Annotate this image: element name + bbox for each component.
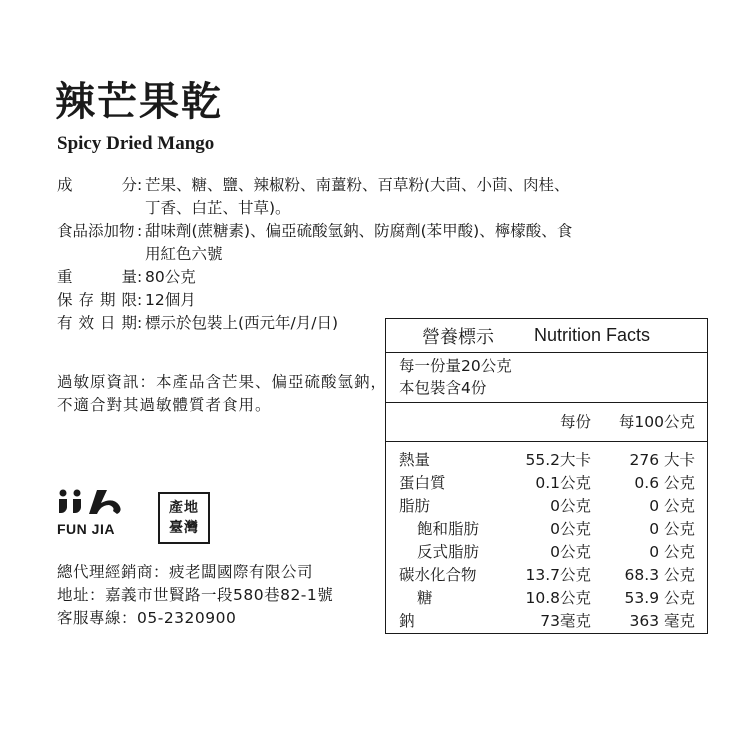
distributor: 總代理經銷商：疲老闆國際有限公司 (57, 563, 314, 581)
info-value: 丁香、白芷、甘草)。 (145, 199, 291, 217)
nutrition-row (386, 587, 707, 610)
info-value: 標示於包裝上(西元年/月/日) (145, 314, 339, 332)
info-label: 食品添加物 (57, 222, 135, 240)
nutrition-rows (386, 442, 707, 633)
per-serving-value: 10.8公克 (525, 589, 591, 607)
origin-badge (158, 492, 210, 544)
info-row (57, 289, 665, 312)
per-100g-header: 每100公克 (618, 413, 695, 431)
nutrient-name: 熱量 (399, 451, 431, 469)
nutrition-row (386, 541, 707, 564)
per-serving-value: 73毫克 (540, 612, 591, 630)
nutrition-row (386, 495, 707, 518)
product-title: 辣芒果乾 (55, 78, 223, 125)
nutrition-row (386, 449, 707, 472)
info-colon: : (137, 314, 143, 332)
fun-jia-logo-icon (57, 489, 129, 515)
nutrition-title-en: Nutrition Facts (534, 325, 651, 345)
brand-name: FUN JIA (57, 521, 115, 537)
per-serving-value: 13.7公克 (525, 566, 591, 584)
per-100g-value: 363 毫克 (629, 612, 695, 630)
info-label: 成 分 (57, 176, 137, 194)
info-colon: : (137, 176, 143, 194)
address: 地址：嘉義市世賢路一段580巷82-1號 (57, 586, 334, 604)
per-100g-value: 276 大卡 (629, 451, 695, 469)
per-100g-value: 53.9 公克 (624, 589, 695, 607)
nutrition-header (386, 319, 707, 353)
per-serving-header: 每份 (559, 413, 591, 431)
nutrient-name: 飽和脂肪 (417, 520, 480, 538)
per-100g-value: 0 公克 (649, 520, 695, 538)
nutrition-row (386, 564, 707, 587)
origin-line-2: 臺灣 (169, 520, 199, 536)
serving-size: 每一份量20公克 (399, 357, 512, 375)
info-row (57, 266, 665, 289)
per-100g-value: 68.3 公克 (624, 566, 695, 584)
info-label (57, 243, 137, 266)
per-serving-value: 0公克 (550, 497, 591, 515)
company-info (57, 561, 333, 630)
allergen-info: 過敏原資訊：本產品含芒果、偏亞硫酸氫鈉，不適合對其過敏體質者食用。 (57, 373, 388, 414)
info-row (57, 197, 665, 220)
info-row (57, 174, 665, 197)
info-value: 12個月 (145, 291, 196, 309)
info-row (57, 220, 665, 243)
per-serving-value: 0公克 (550, 543, 591, 561)
nutrition-row (386, 472, 707, 495)
info-colon (137, 197, 145, 220)
origin-line-1: 產地 (169, 500, 199, 516)
info-label: 保 存 期 限 (57, 291, 137, 309)
info-colon: : (137, 268, 143, 286)
info-value: 80公克 (145, 268, 196, 286)
info-colon (137, 243, 145, 266)
info-colon: : (137, 291, 143, 309)
per-100g-value: 0.6 公克 (634, 474, 695, 492)
info-value: 甜味劑(蔗糖素)、偏亞硫酸氫鈉、防腐劑(苯甲酸)、檸檬酸、食 (145, 222, 573, 240)
per-serving-value: 0公克 (550, 520, 591, 538)
nutrition-facts-table (385, 318, 708, 634)
nutrition-row (386, 610, 707, 633)
per-100g-value: 0 公克 (649, 543, 695, 561)
nutrition-row (386, 518, 707, 541)
info-value: 用紅色六號 (145, 245, 223, 263)
service-phone: 客服專線：05-2320900 (57, 609, 237, 627)
product-title-english: Spicy Dried Mango (57, 133, 215, 154)
nutrition-title-zh: 營養標示 (422, 326, 494, 348)
info-label: 重 量 (57, 268, 137, 286)
serving-info (386, 353, 707, 403)
info-label (57, 197, 137, 220)
info-colon: : (137, 222, 143, 240)
nutrient-name: 鈉 (399, 612, 415, 630)
nutrient-name: 脂肪 (399, 497, 431, 515)
nutrient-name: 糖 (417, 589, 433, 607)
info-value: 芒果、糖、鹽、辣椒粉、南薑粉、百草粉(大茴、小茴、肉桂、 (145, 176, 570, 194)
per-100g-value: 0 公克 (649, 497, 695, 515)
per-serving-value: 55.2大卡 (525, 451, 591, 469)
brand-logo (57, 489, 157, 537)
nutrient-name: 碳水化合物 (399, 566, 477, 584)
per-serving-value: 0.1公克 (535, 474, 591, 492)
nutrient-name: 反式脂肪 (417, 543, 480, 561)
nutrition-column-header (386, 403, 707, 442)
info-row (57, 243, 665, 266)
nutrient-name: 蛋白質 (399, 474, 446, 492)
info-label: 有 效 日 期 (57, 314, 137, 332)
servings-per-package: 本包裝含4份 (399, 379, 487, 397)
product-info (57, 174, 665, 335)
